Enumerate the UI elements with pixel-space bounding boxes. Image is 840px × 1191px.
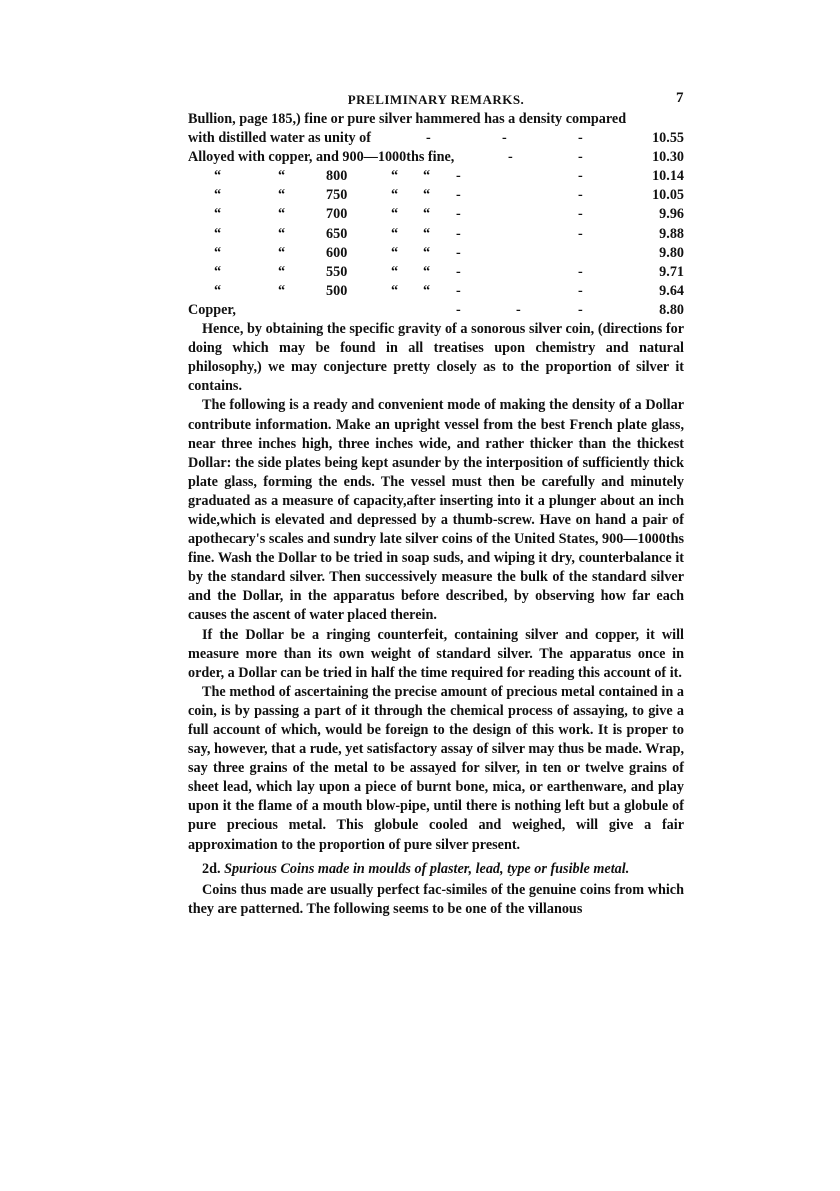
density-value: 10.30	[652, 149, 684, 166]
density-value: 8.80	[659, 301, 684, 318]
paragraph-ringing: If the Dollar be a ringing counterfeit, containing silver and copper, it will measure more than its own weight of standard silver. The apparatus once in order, a Dollar can be tried in half the time required for reading this account of it.	[188, 626, 684, 681]
ditto-mark: “	[423, 206, 431, 223]
leader-dash: -	[578, 187, 583, 204]
row-label: Alloyed with copper, and 900—1000ths fine,	[188, 149, 455, 166]
ditto-mark: “	[423, 168, 431, 185]
ditto-mark: “	[214, 168, 222, 185]
section-title: Spurious Coins made in moulds of plaster, lead, type or fusible metal.	[224, 860, 630, 877]
leader-dash: -	[426, 130, 431, 147]
density-row	[188, 167, 684, 186]
density-row-pure	[188, 129, 684, 148]
fineness: 700	[326, 206, 348, 223]
leader-dash: -	[456, 168, 461, 185]
ditto-mark: “	[278, 206, 286, 223]
leader-dash: -	[456, 263, 461, 280]
ditto-mark: “	[391, 282, 399, 299]
leader-dash: -	[508, 149, 513, 166]
paragraph-following: The following is a ready and convenient mode of making the density of a Dollar contribute information. Make an upright vessel from the best French plate glass, near three inches high, three inches wide, and rather thicker than the thickest Dollar: the side plates being kept asunder by the interposition of sufficiently thick plate glass, forming the ends. The vessel must then be carefully and minutely graduated as a measure of capacity,after inserting into it a plunger about an inch wide,which is elevated and depressed by a thumb-screw. Have on hand a pair of apothecary's scales and sundry late silver coins of the United States, 900—1000ths fine. Wash the Dollar to be tried in soap suds, and wiping it dry, counterbalance it by the standard silver. Then successively measure the bulk of the standard silver and the Dollar, in the apparatus before described, by observing how far each causes the ascent of water placed therein.	[188, 397, 684, 624]
density-row	[188, 186, 684, 205]
density-value: 9.80	[659, 244, 684, 261]
running-title: PRELIMINARY REMARKS.	[347, 92, 525, 107]
leader-dash: -	[456, 225, 461, 242]
fineness: 650	[326, 225, 348, 242]
ditto-mark: “	[278, 244, 286, 261]
ditto-mark: “	[214, 244, 222, 261]
fineness: 750	[326, 187, 348, 204]
paragraph-method: The method of ascertaining the precise amount of precious metal contained in a coin, is by passing a part of it through the chemical process of assaying, to give a full account of which, would be foreign to the design of this work. It is proper to say, however, that a rude, yet satisfactory assay of silver may thus be made. Wrap, say three grains of the metal to be assayed for silver, in ten or twelve grains of sheet lead, which lay upon a piece of burnt bone, mica, or earthenware, and play upon it the flame of a mouth blow-pipe, until there is nothing left but a globule of pure precious metal. This globule cooled and weighed, will give a fair approximation to the proportion of pure silver present.	[188, 683, 684, 853]
page-body	[188, 110, 684, 919]
leader-dash: -	[456, 244, 461, 261]
section-number: 2d.	[202, 860, 221, 877]
density-row	[188, 225, 684, 244]
section-heading	[188, 860, 684, 879]
density-row	[188, 244, 684, 263]
leader-dash: -	[578, 282, 583, 299]
density-value: 9.88	[659, 225, 684, 242]
ditto-mark: “	[391, 168, 399, 185]
density-row-900	[188, 148, 684, 167]
density-value: 9.96	[659, 206, 684, 223]
ditto-mark: “	[278, 263, 286, 280]
fineness: 550	[326, 263, 348, 280]
density-value: 10.05	[652, 187, 684, 204]
ditto-mark: “	[214, 187, 222, 204]
leader-dash: -	[456, 206, 461, 223]
leader-dash: -	[578, 301, 583, 318]
row-label: Copper,	[188, 301, 236, 318]
page-number: 7	[676, 90, 684, 106]
leader-dash: -	[456, 187, 461, 204]
density-row	[188, 205, 684, 224]
ditto-mark: “	[214, 263, 222, 280]
ditto-mark: “	[214, 282, 222, 299]
leader-dash: -	[516, 301, 521, 318]
paragraph-coins-thus: Coins thus made are usually perfect fac-similes of the genuine coins from which they are patterned. The following seems to be one of the villanous	[188, 881, 684, 917]
density-row	[188, 282, 684, 301]
ditto-mark: “	[423, 244, 431, 261]
ditto-mark: “	[391, 225, 399, 242]
running-header	[188, 88, 684, 110]
density-row-copper	[188, 301, 684, 320]
intro-text: Bullion, page 185,) fine or pure silver hammered has a density compared	[188, 111, 627, 127]
ditto-mark: “	[278, 225, 286, 242]
leader-dash: -	[502, 130, 507, 147]
ditto-mark: “	[391, 187, 399, 204]
fineness: 600	[326, 244, 348, 261]
leader-dash: -	[578, 206, 583, 223]
paragraph-hence: Hence, by obtaining the specific gravity of a sonorous silver coin, (directions for doing which may be found in all treatises upon chemistry and natural philosophy,) we may conjecture pretty closely as to the proportion of silver it contains.	[188, 321, 684, 395]
ditto-mark: “	[278, 168, 286, 185]
row-label: with distilled water as unity of	[188, 130, 372, 147]
density-value: 10.14	[652, 168, 684, 185]
fineness: 800	[326, 168, 348, 185]
leader-dash: -	[456, 282, 461, 299]
ditto-mark: “	[214, 225, 222, 242]
density-row	[188, 263, 684, 282]
leader-dash: -	[578, 149, 583, 166]
leader-dash: -	[578, 263, 583, 280]
ditto-mark: “	[391, 263, 399, 280]
ditto-mark: “	[391, 244, 399, 261]
density-value: 9.71	[659, 263, 684, 280]
density-value: 9.64	[659, 282, 684, 299]
ditto-mark: “	[423, 187, 431, 204]
ditto-mark: “	[391, 206, 399, 223]
ditto-mark: “	[278, 282, 286, 299]
ditto-mark: “	[423, 282, 431, 299]
ditto-mark: “	[423, 225, 431, 242]
ditto-mark: “	[278, 187, 286, 204]
fineness: 500	[326, 282, 348, 299]
intro-line	[188, 110, 684, 129]
density-value: 10.55	[652, 130, 684, 147]
leader-dash: -	[578, 225, 583, 242]
ditto-mark: “	[214, 206, 222, 223]
book-page	[188, 88, 684, 919]
ditto-mark: “	[423, 263, 431, 280]
leader-dash: -	[456, 301, 461, 318]
leader-dash: -	[578, 130, 583, 147]
leader-dash: -	[578, 168, 583, 185]
